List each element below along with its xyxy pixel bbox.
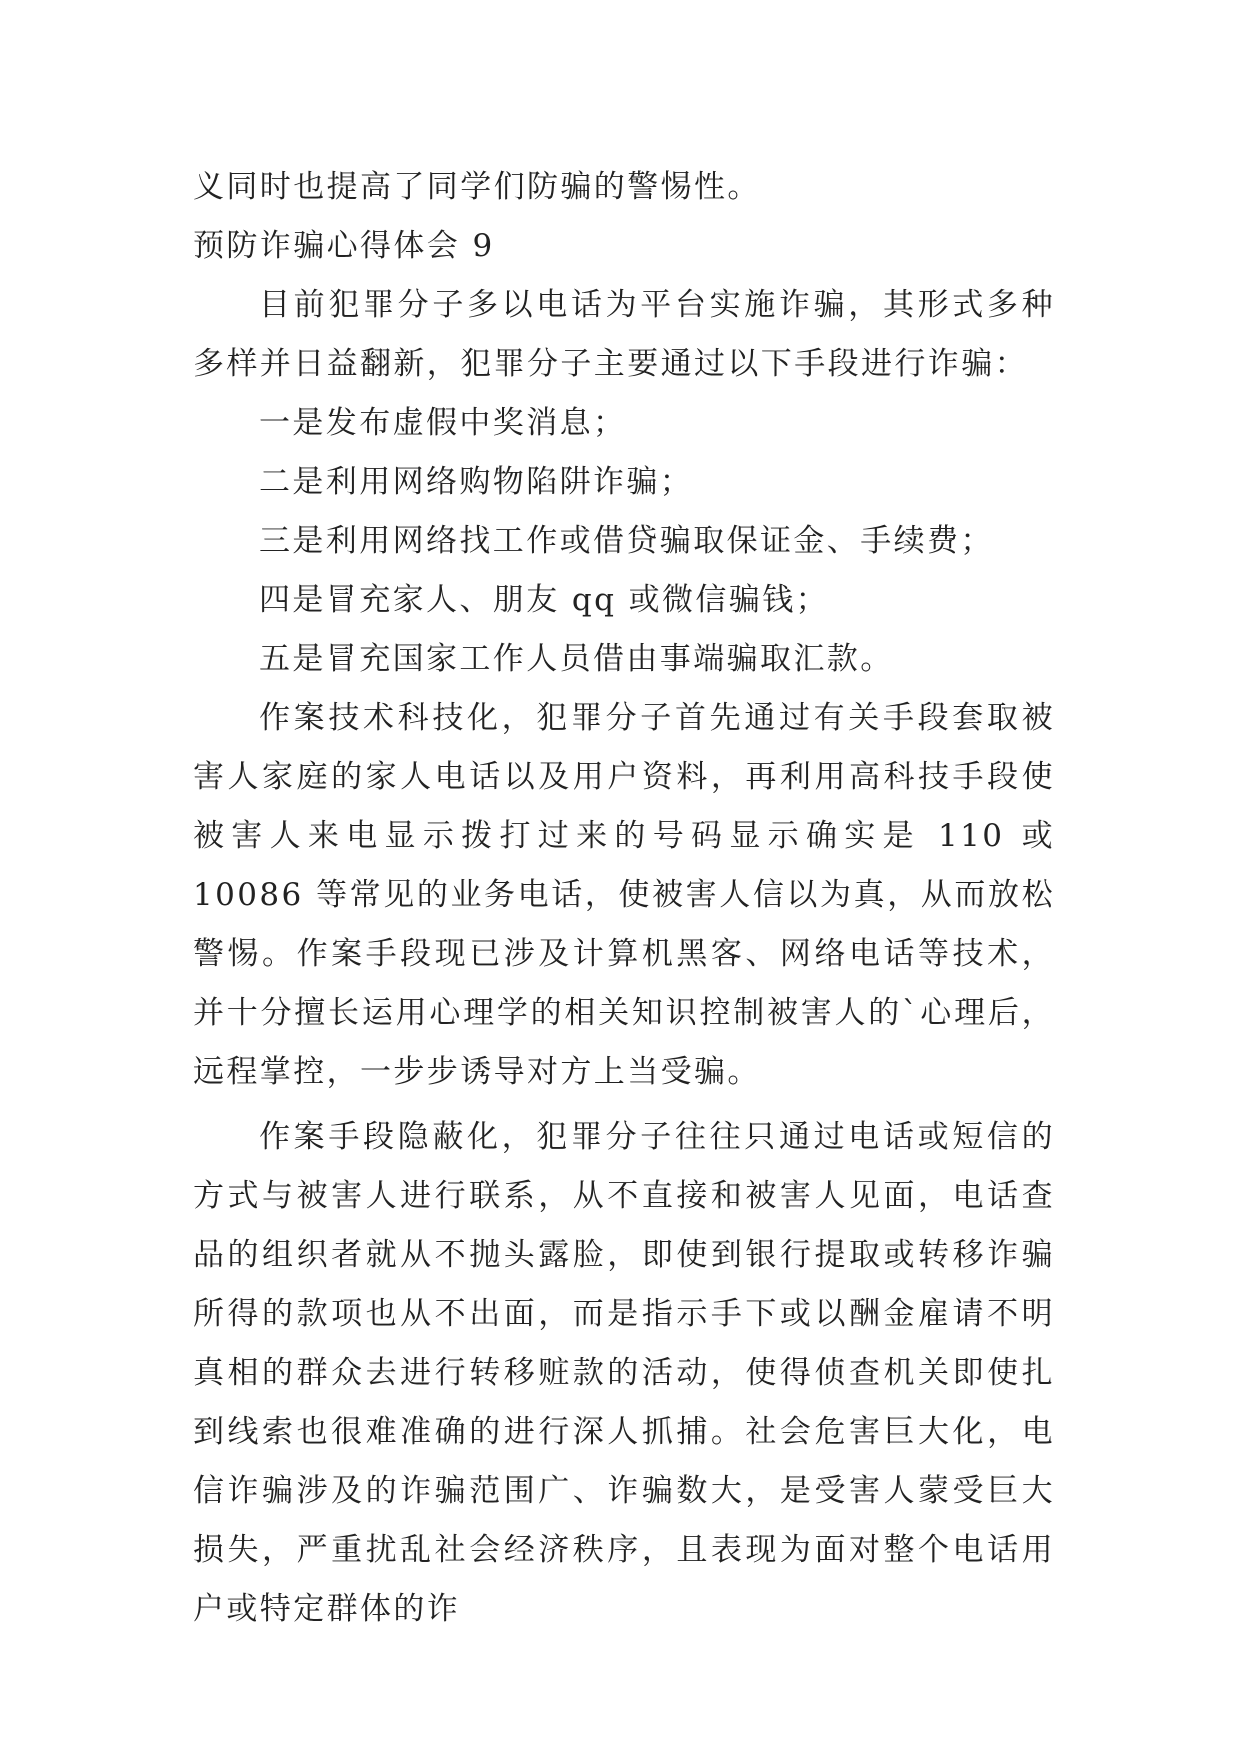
list-item-5: 五是冒充国家工作人员借由事端骗取汇款。 [259,641,894,677]
list-item-3: 三是利用网络找工作或借贷骗取保证金、手续费； [259,523,994,559]
paragraph-technology: 作案技术科技化，犯罪分子首先通过有关手段套取被害人家庭的家人电话以及用户资料，再利用高科技手段使被害人来电显示拨打过来的号码显示确实是 110 或 10086 等常见的业务电话，使被害人信以为真，从而放松警惕。作案手段现已涉及计算机黑客、网络电话等技术，并十分擅长运用心理学的相关知识控制被害人的`心理后，远程掌控，一步步诱导对方上当受骗。 [193,700,1055,1090]
list-item-2: 二是利用网络购物陷阱诈骗； [259,464,694,500]
section-heading: 预防诈骗心得体会 9 [193,228,495,264]
paragraph-continuation: 义同时也提高了同学们防骗的警惕性。 [193,169,761,205]
paragraph-intro: 目前犯罪分子多以电话为平台实施诈骗，其形式多种多样并日益翻新，犯罪分子主要通过以下手段进行诈骗： [193,287,1055,382]
list-item-4: 四是冒充家人、朋友 qq 或微信骗钱； [259,582,829,618]
list-item-1: 一是发布虚假中奖消息； [259,405,627,441]
paragraph-concealment: 作案手段隐蔽化，犯罪分子往往只通过电话或短信的方式与被害人进行联系，从不直接和被害人见面，电话查品的组织者就从不抛头露脸，即使到银行提取或转移诈骗所得的款项也从不出面，而是指示手下或以酬金雇请不明真相的群众去进行转移赃款的活动，使得侦查机关即使扎到线索也很难准确的进行深人抓捕。社会危害巨大化，电信诈骗涉及的诈骗范围广、诈骗数大，是受害人蒙受巨大损失，严重扰乱社会经济秩序，且表现为面对整个电话用户或特定群体的诈 [193,1119,1055,1627]
document-body [193,158,1055,1639]
